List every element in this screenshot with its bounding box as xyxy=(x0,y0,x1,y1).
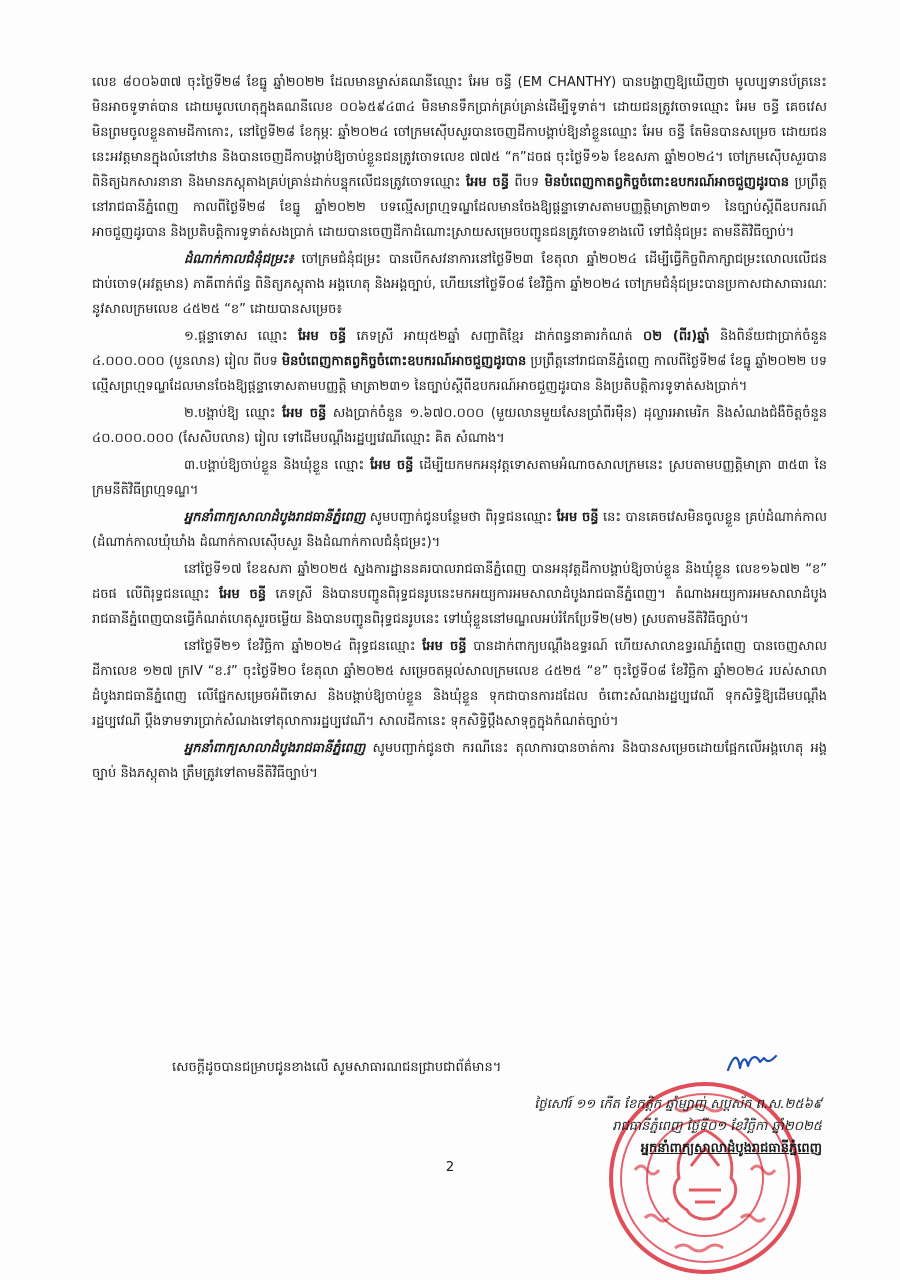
paragraph-text: ៣.បង្គាប់ឱ្យចាប់ខ្លួន និងឃុំខ្លួន ឈ្មោះ xyxy=(184,458,371,473)
page-number: 2 xyxy=(445,1160,455,1175)
defendant-name: អែម ចន្ធី xyxy=(298,329,347,344)
charge-name: មិនបំពេញកាតព្វកិច្ចចំពោះឧបករណ៍អាចជួញដូរបាន xyxy=(544,175,790,190)
paragraph-text: ពីបទ xyxy=(508,175,545,190)
paragraph-background xyxy=(92,70,827,245)
section-heading: ដំណាក់កាលជំនុំជម្រះ៖ xyxy=(184,252,294,267)
verdict-item-3 xyxy=(92,453,827,503)
paragraph-court-statement xyxy=(92,736,827,786)
paragraph-text: ប្រព្រឹត្តនៅរាជធានីភ្នំពេញ កាលពីថ្ងៃទី២៨ ខែធ្នូ ឆ្នាំ២០២២ បទល្មើសព្រហ្មទណ្ឌដែលមានចែងឱ្យផ្តន្ទាទោសតាមបញ្ញត្តិមាត្រា២៣១ នៃច្បាប់ស្តីពីឧបករណ៍អាចជួញដូរបាន និងប្រតិបត្តិការទូទាត់សងប្រាក់ ដោយបានចេញដីកាដំណោះស្រាយសម្រេចបញ្ជូនជនត្រូវចោទខាងលើ ទៅជំនុំជម្រះ តាមនីតិវិធីច្បាប់។ xyxy=(92,175,827,240)
verdict-item-2 xyxy=(92,401,827,451)
defendant-name: អែម ចន្ធី xyxy=(465,175,509,190)
defendant-name: អែម ចន្ធី xyxy=(282,406,327,421)
closing-remark xyxy=(92,1055,827,1080)
closing-text: សេចក្តីដូចបានជម្រាបជូនខាងលើ សូមសាធារណជនជ្រាបជាព័ត៌មាន។ xyxy=(172,1060,502,1075)
charge-name: មិនបំពេញកាតព្វកិច្ចចំពោះឧបករណ៍អាចជួញដូរបាន xyxy=(281,354,527,369)
paragraph-text: ដើម្បីយកមកអនុវត្តទោសតាមអំណាចសាលក្រមនេះ ស្របតាមបញ្ញត្តិមាត្រា ៣៥៣ នៃក្រមនីតិវិធីព្រហ្មទណ្ឌ។ xyxy=(92,458,827,498)
paragraph-text: ភេទស្រី អាយុ៥២ឆ្នាំ សញ្ជាតិខ្មែរ ដាក់ពន្ធនាគារកំណត់ xyxy=(346,329,644,344)
section-heading: អ្នកនាំពាក្យសាលាដំបូងរាជធានីភ្នំពេញ xyxy=(184,741,366,756)
defendant-name: អែម ចន្ធី xyxy=(556,510,599,525)
paragraph-text: ចៅក្រមជំនុំជម្រះ បានបើកសវនាការនៅថ្ងៃទី២៣ ខែតុលា ឆ្នាំ២០២៤ ដើម្បីធ្វើកិច្ចពិភាក្សាជម្រះលោលលើជនជាប់ចោទ(អវត្តមាន) ភាគីពាក់ព័ន្ធ ពិនិត្យភស្តុតាង អង្គហេតុ និងអង្គច្បាប់, ហើយនៅថ្ងៃទី០៨ ខែវិច្ឆិកា ឆ្នាំ២០២៤ ចៅក្រមជំនុំជម្រះបានប្រកាសជាសាធារណៈនូវសាលក្រមលេខ ៤៥២៥ “ខ” ដោយបានសម្រេច៖ xyxy=(92,252,827,317)
paragraph-text: ២.បង្គាប់ឱ្យ ឈ្មោះ xyxy=(184,406,283,421)
document-body xyxy=(92,70,827,788)
paragraph-text: និងពិន័យជាប្រាក់ចំនួន ៤.០០០.០០០ (បួនលាន) រៀល ពីបទ xyxy=(92,329,827,369)
paragraph-trial-stage xyxy=(92,247,827,322)
paragraph-text: នៅថ្ងៃទី២១ ខែវិច្ឆិកា ឆ្នាំ២០២៤ ពិរុទ្ធជនឈ្មោះ xyxy=(184,639,423,654)
defendant-name: អែម ចន្ធី xyxy=(422,639,467,654)
issuing-office: អ្នកនាំពាក្យសាលាដំបូងរាជធានីភ្នំពេញ xyxy=(640,1141,822,1156)
defendant-name: អែម ចន្ធី xyxy=(219,587,267,602)
solar-date: រាជធានីភ្នំពេញ ថ្ងៃទី០១ ខែវិច្ឆិកា ឆ្នាំ២០២៥ xyxy=(612,1119,822,1134)
paragraph-spokesperson-note xyxy=(92,505,827,555)
section-heading: អ្នកនាំពាក្យសាលាដំបូងរាជធានីភ្នំពេញ xyxy=(184,510,366,525)
paragraph-appeal xyxy=(92,634,827,734)
verdict-item-1 xyxy=(92,324,827,399)
sentence-term: ០២ (ពីរ)ឆ្នាំ xyxy=(643,329,710,344)
defendant-name: អែម ចន្ធី xyxy=(370,458,414,473)
paragraph-text: នេះ បានគេចវេសមិនចូលខ្លួន គ្រប់ដំណាក់កាល (ដំណាក់កាលឃុំឃាំង ដំណាក់កាលស៊ើបសួរ និងដំណាក់កាលជំនុំជម្រះ)។ xyxy=(92,510,827,550)
paragraph-text: សូមបញ្ជាក់ជូនបន្ថែមថា ពិរុទ្ធជនឈ្មោះ xyxy=(365,510,557,525)
paragraph-text: សូមបញ្ជាក់ជូនថា ករណីនេះ តុលាការបានចាត់ការ និងបានសម្រេចដោយផ្អែកលើអង្គហេតុ អង្គច្បាប់ និងភស្តុតាង ត្រឹមត្រូវទៅតាមនីតិវិធីច្បាប់។ xyxy=(92,741,827,781)
paragraph-text: សងប្រាក់ចំនួន ១.៦៧០.០០០ (មួយលានមួយសែនប្រាំពីរម៉ឺន) ដុល្លារអាមេរិក និងសំណងជំងឺចិត្តចំនួន ៤០.០០០.០០០ (សែសិបលាន) រៀល ទៅដើមបណ្តឹងរដ្ឋប្បវេណីឈ្មោះ គិត សំណាង។ xyxy=(92,406,827,446)
signature-icon xyxy=(724,1050,780,1076)
paragraph-arrest xyxy=(92,557,827,632)
paragraph-text: ភេទស្រី និងបានបញ្ជូនពិរុទ្ធជនរូបនេះមកអយ្យការអមសាលាដំបូងរាជធានីភ្នំពេញ។ តំណាងអយ្យការអមសាលាដំបូងរាជធានីភ្នំពេញបានធ្វើកំណត់ហេតុសួរចម្លើយ និងបានបញ្ជូនពិរុទ្ធជនរូបនេះ ទៅឃុំខ្លួននៅមណ្ឌលអប់រំកែប្រែទី២(ម២) ស្របតាមនីតិវិធីច្បាប់។ xyxy=(92,587,828,627)
lunar-date: ថ្ងៃសៅរ៍ ១១ កើត ខែកត្តិក ឆ្នាំម្សាញ់ សប្តស័ក ព.ស.២៥៦៩ xyxy=(534,1097,822,1112)
paragraph-text: បានដាក់ពាក្យបណ្តឹងឧទ្ធរណ៍ ហើយសាលាឧទ្ធរណ៍ភ្នំពេញ បានចេញសាលដីកាលេខ ១២៧ ក្រIV “ខ.វ” ចុះថ្ងៃទី២០ ខែតុលា ឆ្នាំ២០២៥ សម្រេចតម្កល់សាលក្រមលេខ ៤៥២៥ “ខ” ចុះថ្ងៃទី០៨ ខែវិច្ឆិកា ឆ្នាំ២០២៤ របស់សាលាដំបូងរាជធានីភ្នំពេញ លើផ្នែកសម្រេចអំពីទោស និងបង្គាប់ឱ្យចាប់ខ្លួន និងឃុំខ្លួន ទុកជាបានការដដែល ចំពោះសំណងរដ្ឋប្បវេណី ទុកសិទ្ធិឱ្យដើមបណ្តឹងរដ្ឋប្បវេណី ប្តឹងទាមទារប្រាក់សំណងទៅតុលាការរដ្ឋប្បវេណី។ សាលដីកានេះ ទុកសិទ្ធិប្តឹងសាទុក្ខក្នុងកំណត់ច្បាប់។ xyxy=(92,639,827,729)
paragraph-text: នៅថ្ងៃទី១៧ ខែឧសភា ឆ្នាំ២០២៥ ស្នងការដ្ឋាននគរបាលរាជធានីភ្នំពេញ បានអនុវត្តដីកាបង្គាប់ឱ្យចាប់ខ្លួន និងឃុំខ្លួន លេខ១៦៧២ “ខ” ដចផ លើពិរុទ្ធជនឈ្មោះ xyxy=(92,562,827,602)
paragraph-text: ១.ផ្តន្ទាទោស ឈ្មោះ xyxy=(184,329,299,344)
paragraph-text: ប្រព្រឹត្តនៅរាជធានីភ្នំពេញ កាលពីថ្ងៃទី២៨ ខែធ្នូ ឆ្នាំ២០២២ បទល្មើសព្រហ្មទណ្ឌដែលមានចែងឱ្យផ្តន្ទាទោសតាមបញ្ញត្តិ មាត្រា២៣១ នៃច្បាប់ស្តីពីឧបករណ៍អាចជួញដូរបាន និងប្រតិបត្តិការទូទាត់សងប្រាក់។ xyxy=(92,354,828,394)
paragraph-text: លេខ ៨០០៦៣៧ ចុះថ្ងៃទី២៨ ខែធ្នូ ឆ្នាំ២០២២ ដែលមានម្ចាស់គណនីឈ្មោះ អែម ចន្ធី (EM CHANTHY) បានបង្ហាញឱ្យឃើញថា មូលប្បទានប័ត្រនេះ មិនអាចទូទាត់បាន ដោយមូលហេតុក្នុងគណនីលេខ ០០៦៥៩៤៣៤ មិនមានទឹកប្រាក់គ្រប់គ្រាន់ដើម្បីទូទាត់។ ដោយជនត្រូវចោទឈ្មោះ អែម ចន្ធី គេចវេសមិនព្រមចូលខ្លួនតាមដីកាកោះ, នៅថ្ងៃទី២៨ ខែកុម្ភៈ ឆ្នាំ២០២៤ ចៅក្រមស៊ើបសួរបានចេញដីកាបង្គាប់ឱ្យនាំខ្លួនឈ្មោះ អែម ចន្ធី តែមិនបានសម្រេច ដោយជននេះអវត្តមានក្នុងលំនៅឋាន និងបានចេញដីកាបង្គាប់ឱ្យចាប់ខ្លួនជនត្រូវចោទលេខ ៧៧៥ “ក”ដចផ ចុះថ្ងៃទី១៦ ខែឧសភា ឆ្នាំ២០២៤។ ចៅក្រមស៊ើបសួរបានពិនិត្យឯកសារនានា និងមានភស្តុតាងគ្រប់គ្រាន់ដាក់បន្ទុកលើជនត្រូវចោទឈ្មោះ xyxy=(92,75,827,190)
